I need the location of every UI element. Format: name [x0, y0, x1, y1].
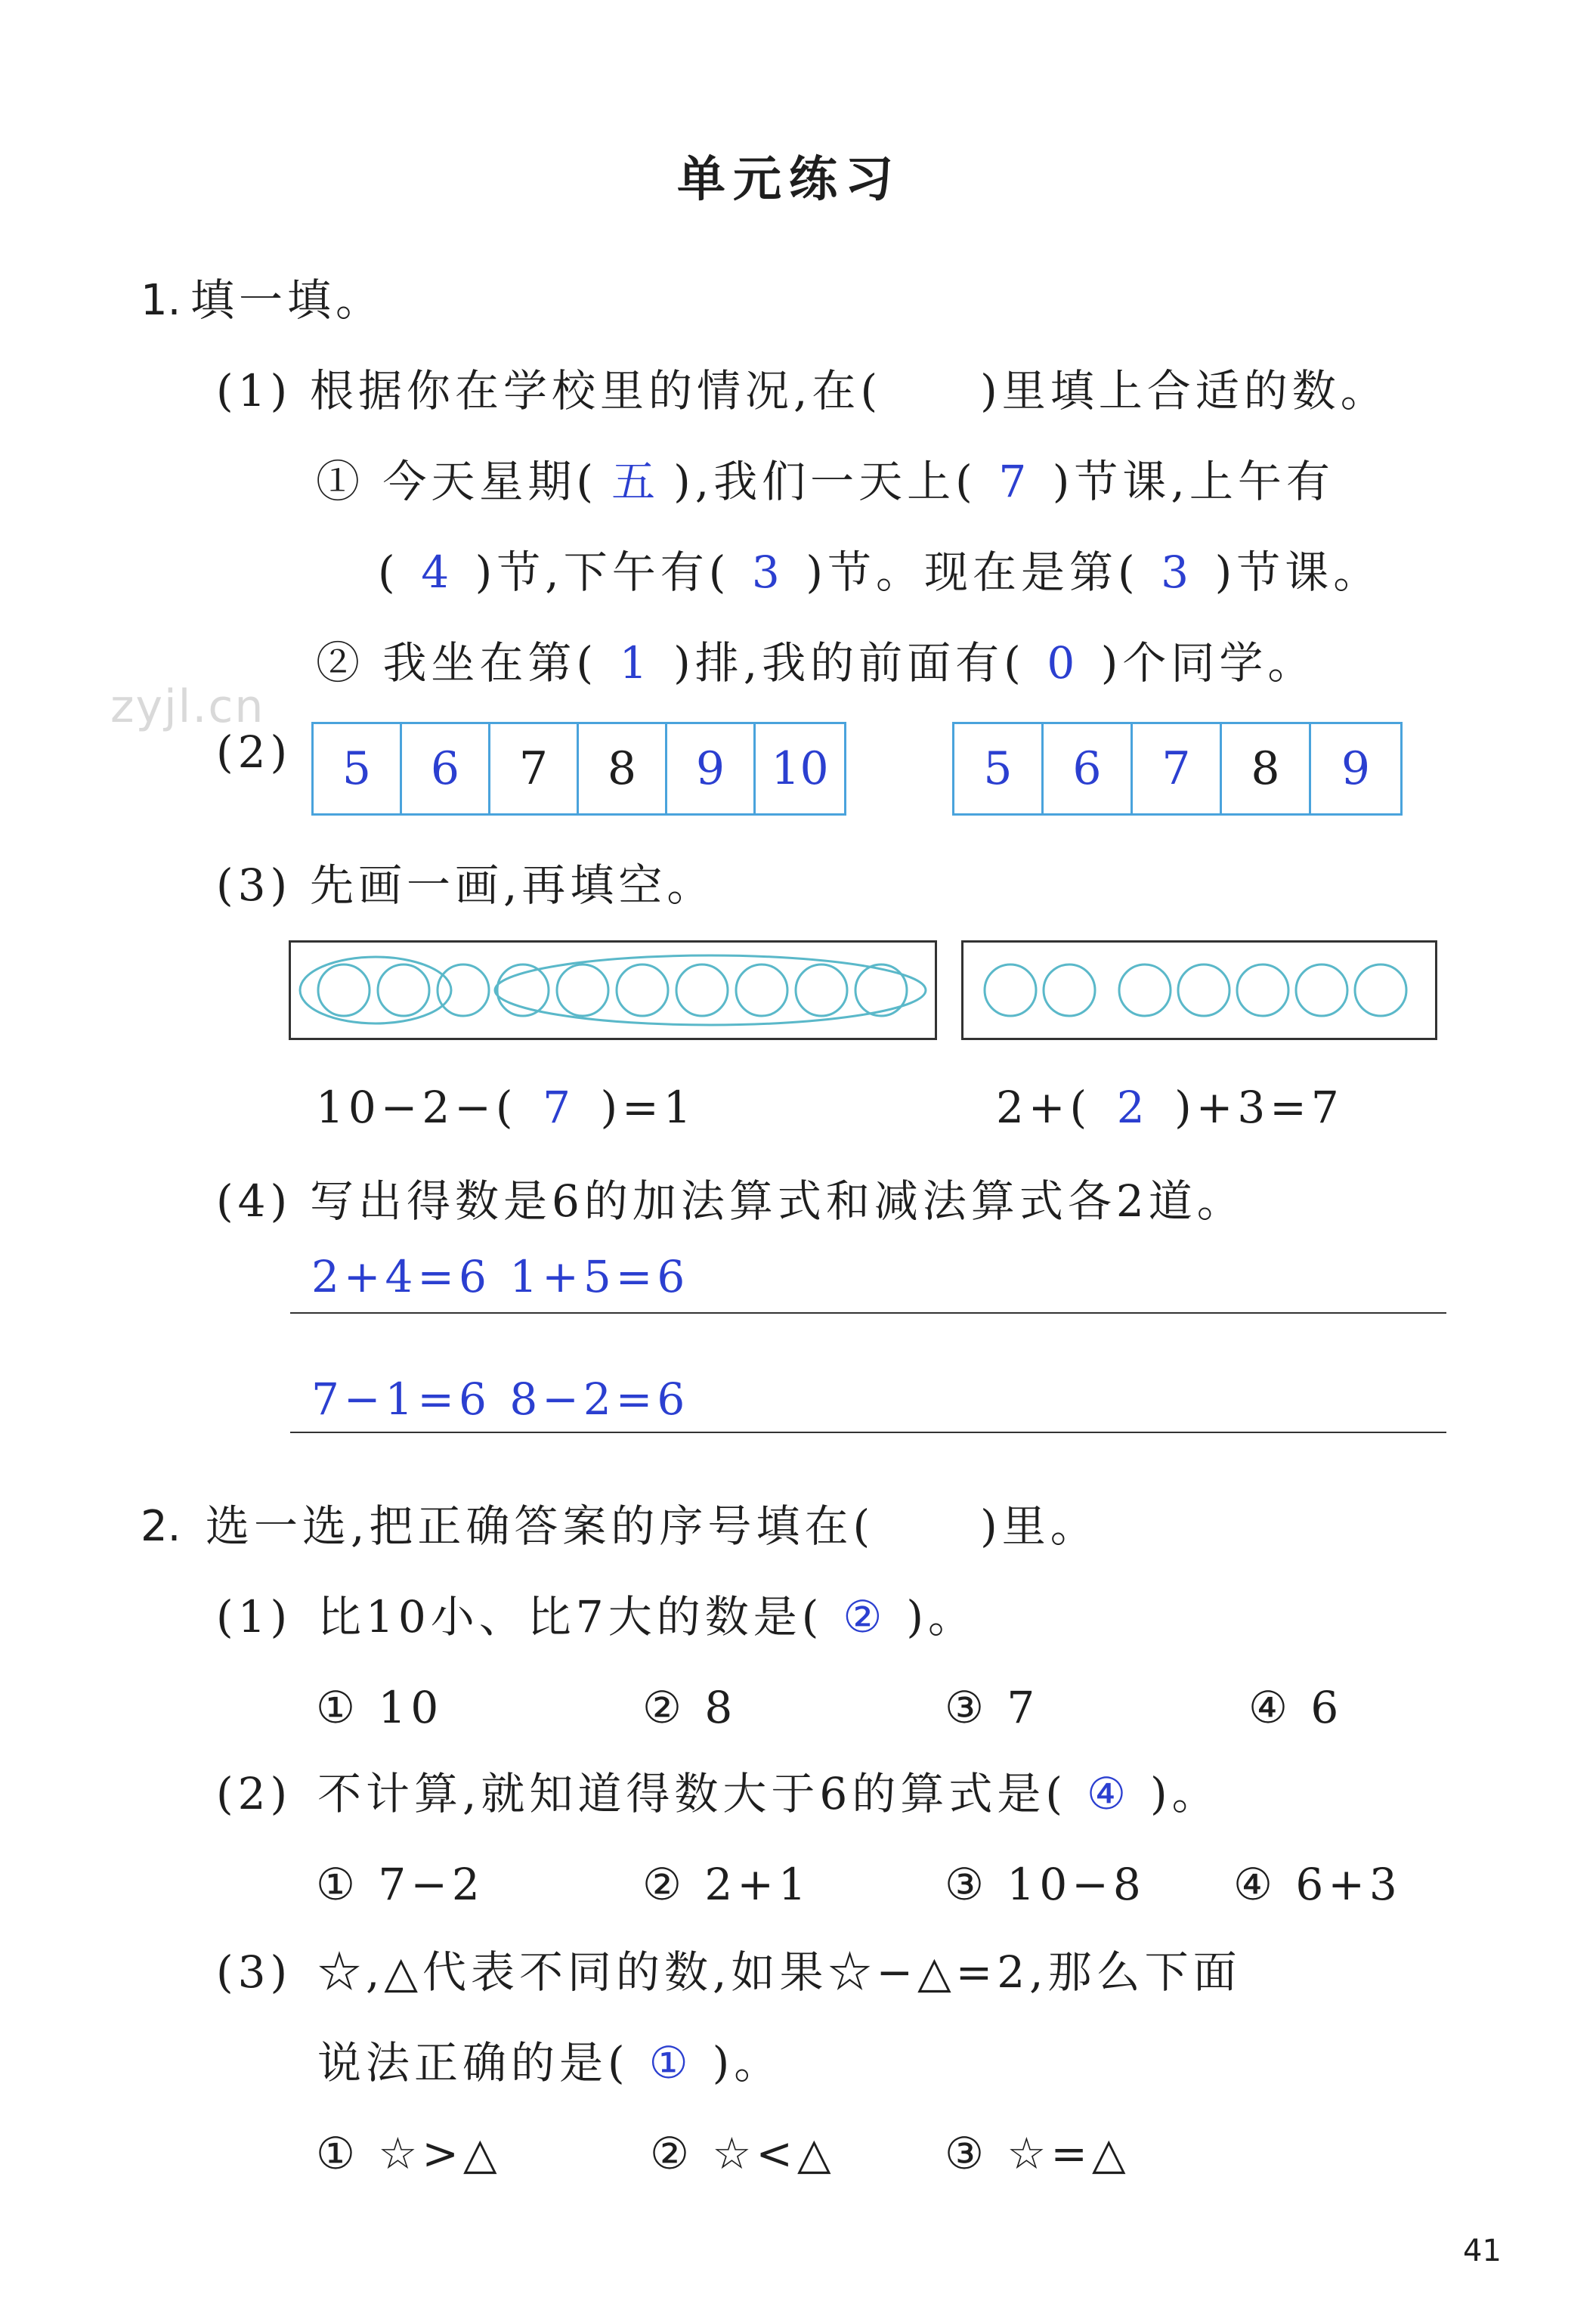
q2-p2-option-4: ④ 6+3 [1233, 1859, 1402, 1910]
answer-current-lesson: 3 [1161, 546, 1194, 598]
sequence-cell: 9 [667, 724, 756, 813]
sequence-cell: 8 [1222, 724, 1311, 813]
q1-p2-label: (2) [216, 726, 292, 778]
q1-p4-answer-1: 2+4=6 1+5=6 [311, 1251, 690, 1302]
answer-row: 1 [619, 637, 652, 689]
q2-heading: 选一选,把正确答案的序号填在( )里。 [206, 1500, 1099, 1552]
sequence-cell: 7 [1133, 724, 1222, 813]
answer-lessons: 7 [998, 456, 1032, 507]
number-sequence-box-2 [952, 722, 1403, 816]
sequence-cell: 9 [1341, 742, 1371, 795]
watermark: zyjl.cn [110, 680, 265, 733]
answer-line-2 [290, 1432, 1446, 1433]
answer-weekday: 五 [611, 456, 660, 507]
answer-morning: 4 [421, 546, 454, 598]
drawn-circle [557, 964, 608, 1016]
q1-p1-text: 根据你在学校里的情况,在( )里填上合适的数。 [310, 365, 1389, 416]
answer-q2-p3: ① [648, 2037, 693, 2088]
q1-p1-line2: ( 4 )节,下午有( 3 )节。现在是第( 3 )节课。 [378, 546, 1382, 598]
drawn-circle [1044, 964, 1095, 1016]
q2-p3-text: ☆,△代表不同的数,如果☆−△=2,那么下面 [317, 1946, 1242, 1998]
sequence-cell: 10 [771, 742, 829, 795]
number-sequence-box-1 [311, 722, 846, 816]
circles-drawing-2 [963, 943, 1435, 1038]
q2-p2-label: (2) [216, 1768, 292, 1819]
q1-p3-text: 先画一画,再填空。 [310, 859, 716, 911]
q2-p3-label: (3) [216, 1946, 292, 1998]
q1-p4-answer-2: 7−1=6 8−2=6 [311, 1373, 690, 1425]
drawn-circle [1296, 964, 1347, 1016]
q2-p2-option-1: ① 7−2 [316, 1859, 484, 1910]
q2-p3-option-1: ① ☆>△ [316, 2128, 502, 2179]
q1-p1-line1: ① 今天星期( 五 ),我们一天上( 7 )节课,上午有 [316, 456, 1335, 507]
answer-q2-p2: ④ [1086, 1768, 1130, 1819]
drawn-circle [438, 964, 489, 1016]
q1-p3-equation-1: 10−2−( 7 )=1 [316, 1082, 696, 1133]
q1-number: 1. [141, 276, 181, 325]
answer-eq2: 2 [1116, 1082, 1149, 1133]
q1-heading: 填一填。 [190, 274, 385, 326]
page-number: 41 [1463, 2234, 1502, 2268]
q2-number: 2. [141, 1502, 181, 1551]
drawn-circle [617, 964, 668, 1016]
drawn-circle [378, 964, 429, 1016]
q2-p3-option-3: ③ ☆=△ [945, 2128, 1130, 2179]
sequence-cell: 5 [314, 724, 402, 813]
drawn-circle [985, 964, 1036, 1016]
q1-p1-label: (1) [216, 365, 292, 416]
sequence-cell: 7 [490, 724, 579, 813]
q1-p3-label: (3) [216, 859, 292, 911]
drawn-circle [318, 964, 370, 1016]
circles-drawing-1 [291, 943, 935, 1038]
drawn-circle [1119, 964, 1171, 1016]
answer-q2-p1: ② [843, 1591, 887, 1643]
q1-p1-line3: ② 我坐在第( 1 )排,我的前面有( 0 )个同学。 [316, 637, 1316, 689]
sequence-cell: 6 [402, 724, 490, 813]
drawn-circle [1355, 964, 1406, 1016]
q2-p2-option-3: ③ 10−8 [945, 1859, 1146, 1910]
q2-p1-option-3: ③ 7 [945, 1682, 1040, 1733]
drawn-circle [736, 964, 787, 1016]
q2-p2-option-2: ② 2+1 [642, 1859, 811, 1910]
q1-p3-equation-2: 2+( 2 )+3=7 [996, 1082, 1344, 1133]
q2-p1-text: 比10小、比7大的数是( ② )。 [317, 1591, 976, 1643]
drawn-circle [1237, 964, 1288, 1016]
q2-p1-option-1: ① 10 [316, 1682, 444, 1733]
q2-p1-option-2: ② 8 [642, 1682, 738, 1733]
q2-p3-text-2: 说法正确的是( ① )。 [317, 2037, 783, 2088]
q2-p1-label: (1) [216, 1591, 292, 1643]
answer-line-1 [290, 1312, 1446, 1314]
answer-front: 0 [1047, 637, 1080, 689]
q2-p3-option-2: ② ☆<△ [650, 2128, 836, 2179]
q1-p4-text: 写出得数是6的加法算式和减法算式各2道。 [310, 1175, 1245, 1227]
circle-box-1 [289, 940, 937, 1040]
q2-p1-option-4: ④ 6 [1248, 1682, 1344, 1733]
answer-eq1: 7 [543, 1082, 575, 1133]
q1-p4-label: (4) [216, 1175, 292, 1227]
sequence-cell: 6 [1044, 724, 1133, 813]
drawn-circle [796, 964, 847, 1016]
drawn-circle [676, 964, 728, 1016]
sequence-cell: 5 [954, 724, 1044, 813]
answer-afternoon: 3 [751, 546, 784, 598]
q2-p2-text: 不计算,就知道得数大于6的算式是( ④ )。 [317, 1768, 1220, 1819]
drawn-circle [1178, 964, 1229, 1016]
circle-box-2 [961, 940, 1437, 1040]
sequence-cell: 8 [579, 724, 667, 813]
page-title: 单元练习 [677, 152, 901, 208]
